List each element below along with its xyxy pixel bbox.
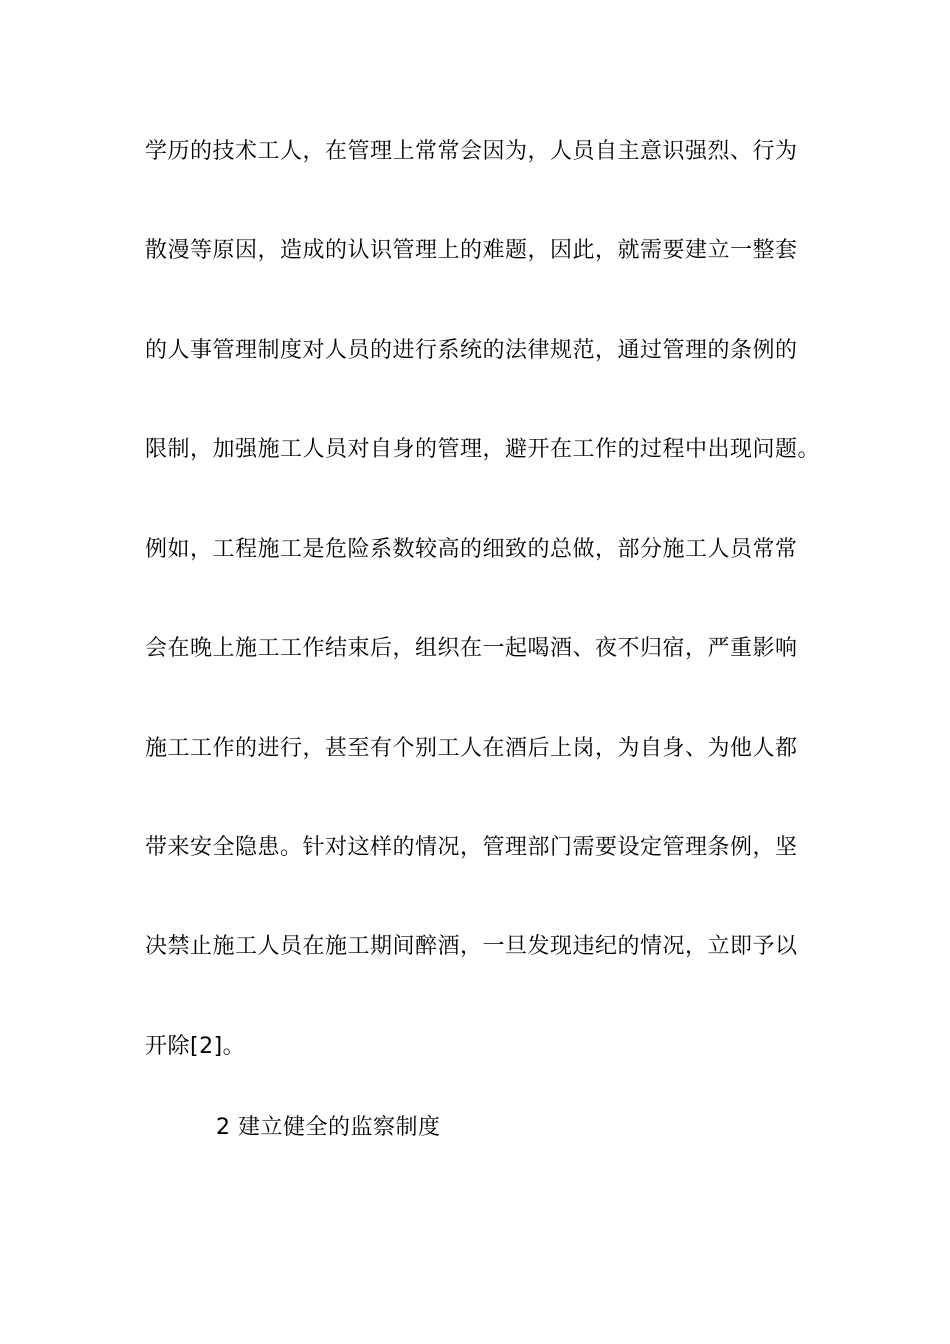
paragraph-line: 开除[2]。 bbox=[145, 1034, 246, 1059]
paragraph-line: 学历的技术工人，在管理上常常会因为，人员自主意识强烈、行为 bbox=[145, 139, 798, 164]
paragraph-line: 施工工作的进行，甚至有个别工人在酒后上岗，为自身、为他人都 bbox=[145, 736, 798, 761]
paragraph-line: 的人事管理制度对人员的进行系统的法律规范，通过管理的条例的 bbox=[145, 338, 798, 363]
paragraph-line: 带来安全隐患。针对这样的情况，管理部门需要设定管理条例，坚 bbox=[145, 835, 798, 860]
paragraph-line: 例如，工程施工是危险系数较高的细致的总做，部分施工人员常常 bbox=[145, 537, 798, 562]
paragraph-line: 散漫等原因，造成的认识管理上的难题，因此，就需要建立一整套 bbox=[145, 238, 798, 263]
paragraph-line: 决禁止施工人员在施工期间醉酒，一旦发现违纪的情况，立即予以 bbox=[145, 934, 798, 959]
section-heading: 2 建立健全的监察制度 bbox=[216, 1115, 441, 1140]
paragraph-line: 会在晚上施工工作结束后，组织在一起喝酒、夜不归宿，严重影响 bbox=[145, 636, 798, 661]
paragraph-line: 限制，加强施工人员对自身的管理，避开在工作的过程中出现问题。 bbox=[145, 437, 821, 462]
